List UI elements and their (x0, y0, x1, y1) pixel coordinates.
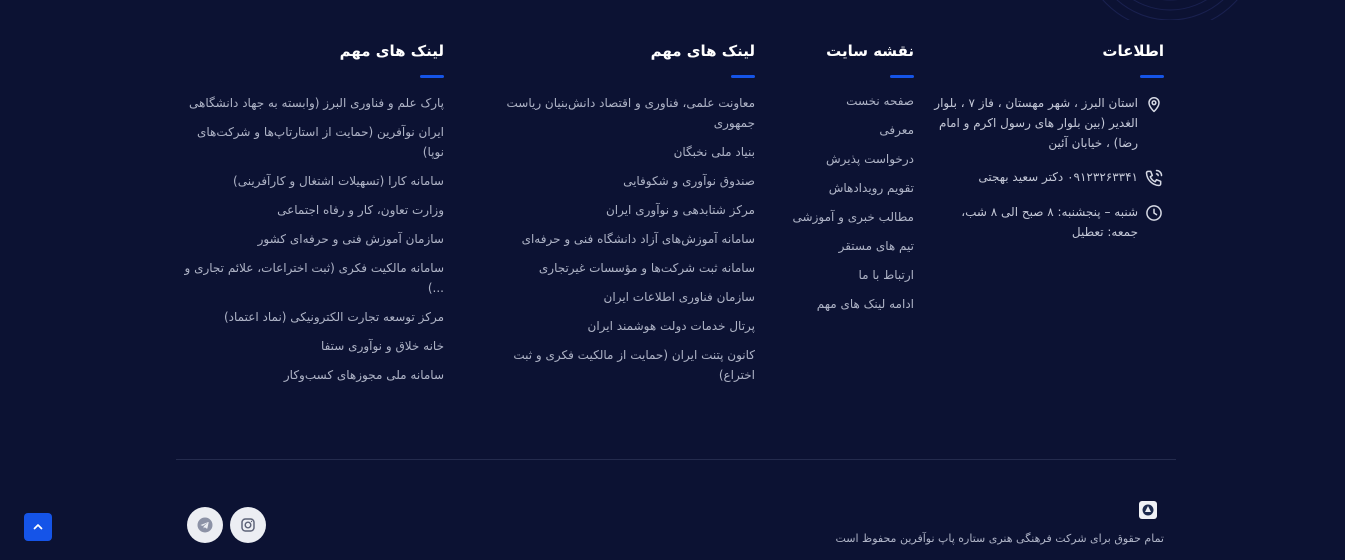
important-link[interactable]: سامانه کارا (تسهیلات اشتغال و کارآفرینی) (233, 174, 444, 188)
important-link[interactable]: صندوق نوآوری و شکوفایی (623, 174, 755, 188)
important-link[interactable]: پرتال خدمات دولت هوشمند ایران (587, 319, 755, 333)
important-link[interactable]: سامانه آموزش‌های آزاد دانشگاه فنی و حرفه‌ای (521, 232, 755, 246)
info-heading: اطلاعات (1102, 42, 1164, 60)
phone-item (934, 167, 1164, 188)
address-item (934, 93, 1164, 153)
sitemap-link-teams[interactable]: تیم های مستقر (838, 239, 914, 253)
sitemap-link-home[interactable]: صفحه نخست (846, 94, 914, 108)
back-to-top-button[interactable] (24, 513, 52, 541)
important-link[interactable]: پارک علم و فناوری البرز (وابسته به جهاد دانشگاهی (189, 96, 444, 110)
telegram-button[interactable] (187, 507, 223, 543)
hours-item (934, 202, 1164, 242)
footer-divider (176, 459, 1176, 460)
heading-underline (1140, 75, 1164, 78)
hours-text: شنبه – پنجشنبه: ۸ صبح الی ۸ شب، جمعه: تعطیل (961, 205, 1138, 239)
sitemap-link-contact[interactable]: ارتباط با ما (858, 268, 914, 282)
instagram-button[interactable] (230, 507, 266, 543)
instagram-icon (240, 517, 256, 533)
important-links-column-1 (495, 40, 755, 394)
important-link[interactable]: بنیاد ملی نخبگان (673, 145, 755, 159)
important-link[interactable]: سامانه مالکیت فکری (ثبت اختراعات، علائم تجاری و ...) (184, 261, 444, 295)
location-pin-icon (1144, 94, 1164, 114)
phone-link[interactable]: ۰۹۱۲۳۲۶۳۳۴۱ دکتر سعید بهجتی (978, 170, 1138, 184)
important-links-heading-2: لینک های مهم (339, 42, 444, 60)
sitemap-list (764, 93, 914, 312)
important-links-list-1 (495, 93, 755, 385)
sitemap-link-admission[interactable]: درخواست پذیرش (826, 152, 914, 166)
heading-underline (420, 75, 444, 78)
important-link[interactable]: خانه خلاق و نوآوری ستفا (320, 339, 444, 353)
brand-logo-icon (1138, 500, 1158, 520)
important-link[interactable]: وزارت تعاون، کار و رفاه اجتماعی (277, 203, 444, 217)
sitemap-heading: نقشه سایت (826, 42, 914, 60)
important-link[interactable]: سازمان فناوری اطلاعات ایران (603, 290, 755, 304)
important-link[interactable]: مرکز شتابدهی و نوآوری ایران (605, 203, 755, 217)
sitemap-link-events[interactable]: تقویم رویدادهاش (828, 181, 914, 195)
sitemap-column (764, 40, 914, 325)
important-link[interactable]: مرکز توسعه تجارت الکترونیکی (نماد اعتماد) (223, 310, 444, 324)
important-link[interactable]: کانون پتنت ایران (حمایت از مالکیت فکری و ثبت اختراع) (513, 348, 755, 382)
important-links-heading-1: لینک های مهم (650, 42, 755, 60)
sitemap-link-more[interactable]: ادامه لینک های مهم (816, 297, 914, 311)
address-text: استان البرز ، شهر مهستان ، فاز ۷ ، بلوار الغدیر (بین بلوار های رسول اکرم و امام رضا) ، خیابان آئین (934, 96, 1138, 150)
important-links-list-2 (174, 93, 444, 385)
copyright-text: تمام حقوق برای شرکت فرهنگی هنری ستاره پاپ نوآفرین محفوظ است (835, 532, 1164, 545)
sitemap-link-news[interactable]: مطالب خبری و آموزشی (792, 210, 914, 224)
heading-underline (731, 75, 755, 78)
phone-icon (1144, 168, 1164, 188)
clock-icon (1144, 203, 1164, 223)
decorative-arcs (1040, 0, 1300, 20)
sitemap-link-about[interactable]: معرفی (879, 123, 914, 137)
important-link[interactable]: سازمان آموزش فنی و حرفه‌ای کشور (257, 232, 444, 246)
important-link[interactable]: سامانه ملی مجوزهای کسب‌وکار (283, 368, 444, 382)
info-column (934, 40, 1164, 256)
telegram-icon (196, 516, 214, 534)
important-link[interactable]: ایران نوآفرین (حمایت از استارتاپ‌ها و شرکت‌های نوپا) (196, 125, 444, 159)
important-link[interactable]: سامانه ثبت شرکت‌ها و مؤسسات غیرتجاری (538, 261, 755, 275)
heading-underline (890, 75, 914, 78)
important-links-column-2 (174, 40, 444, 394)
chevron-up-icon (32, 521, 44, 533)
important-link[interactable]: معاونت علمی، فناوری و اقتصاد دانش‌بنیان ریاست جمهوری (506, 96, 755, 130)
